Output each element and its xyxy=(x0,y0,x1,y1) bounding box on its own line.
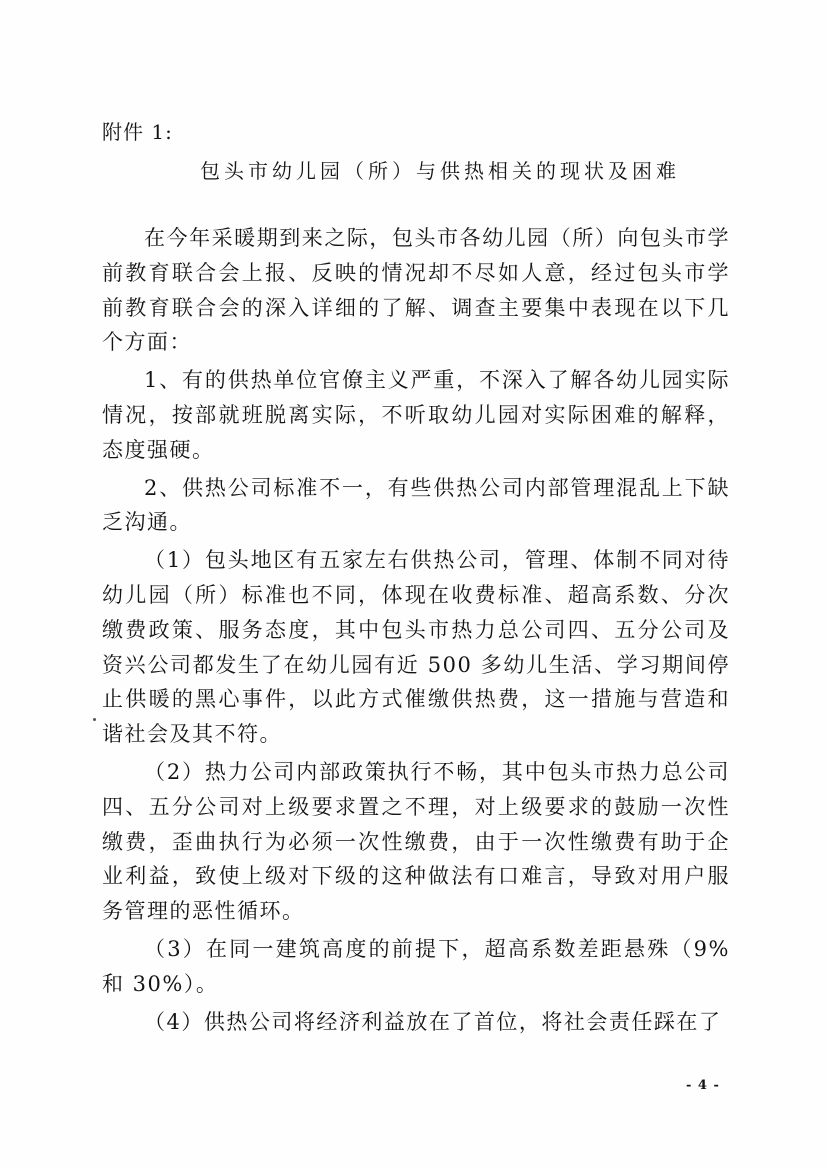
sub-point-2-paragraph: （2）热力公司内部政策执行不畅，其中包头市热力总公司四、五分公司对上级要求置之不理，对上级要求的鼓励一次性缴费，歪曲执行为必须一次性缴费，由于一次性缴费有助于企业利益，致使上级对下级的这种做法有口难言，导致对用户服务管理的恶性循环。 xyxy=(102,759,730,924)
sub-point-4-paragraph: （4）供热公司将经济利益放在了首位，将社会责任踩在了 xyxy=(144,1009,722,1034)
document-title: 包头市幼儿园（所）与供热相关的现状及困难 xyxy=(200,159,680,183)
document-body xyxy=(102,221,730,1042)
intro-paragraph: 在今年采暖期到来之际，包头市各幼儿园（所）向包头市学前教育联合会上报、反映的情况却不尽如人意，经过包头市学前教育联合会的深入详细的了解、调查主要集中表现在以下几个方面： xyxy=(102,226,730,355)
point-2-paragraph: 2、供热公司标准不一，有些供热公司内部管理混乱上下缺乏沟通。 xyxy=(102,475,730,535)
point-1-paragraph: 1、有的供热单位官僚主义严重，不深入了解各幼儿园实际情况，按部就班脱离实际，不听取幼儿园对实际困难的解释，态度强硬。 xyxy=(102,368,730,462)
attachment-label: 附件 1: xyxy=(102,120,173,144)
scan-artifact-dot xyxy=(93,718,96,721)
page-number: - 4 - xyxy=(686,1078,720,1093)
sub-point-1-paragraph: （1）包头地区有五家左右供热公司，管理、体制不同对待幼儿园（所）标准也不同，体现在收费标准、超高系数、分次缴费政策、服务态度，其中包头市热力总公司四、五分公司及资兴公司都发生了在幼儿园有近 500 多幼儿生活、学习期间停止供暖的黑心事件，以此方式催缴供热费，这一措施与营造和谐社会及其不符。 xyxy=(102,548,730,747)
sub-point-3-paragraph: （3）在同一建筑高度的前提下，超高系数差距悬殊（9%和 30%）。 xyxy=(102,936,730,996)
